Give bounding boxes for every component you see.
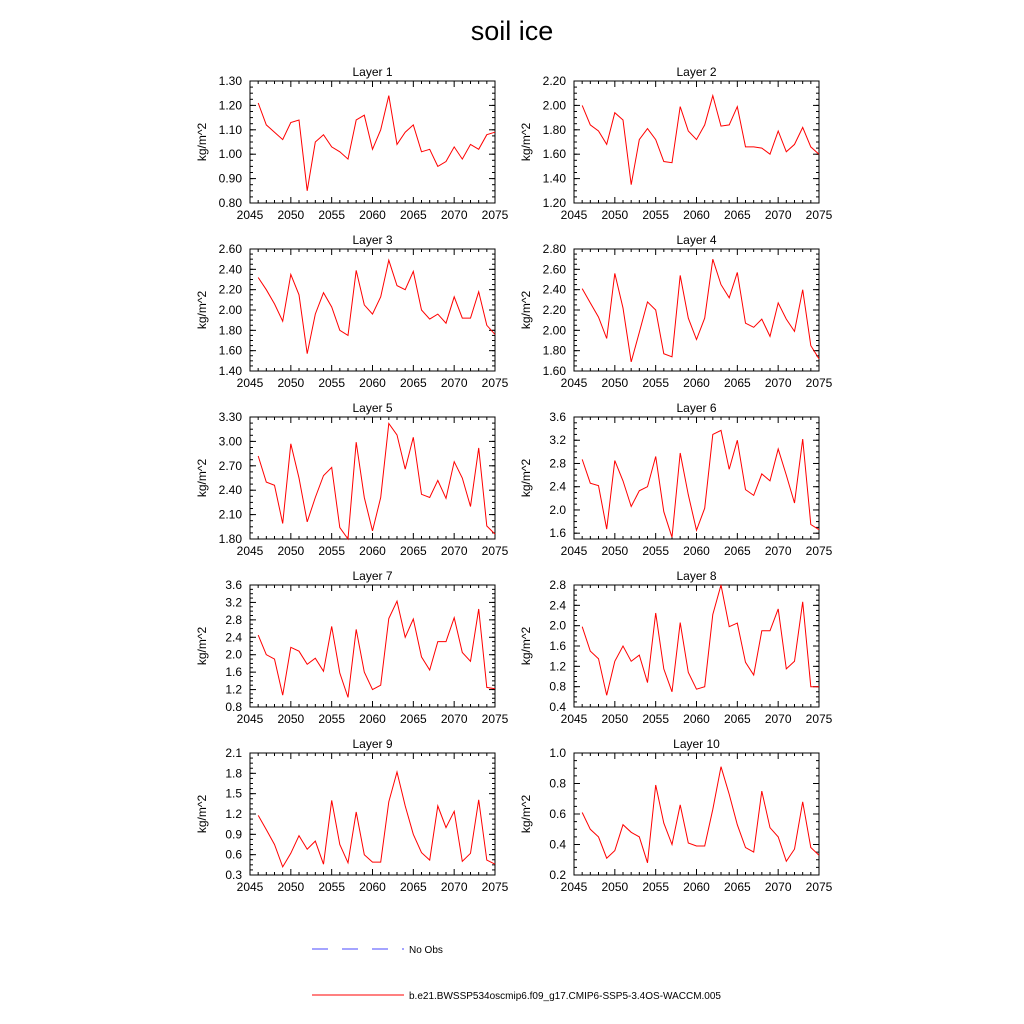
x-tick-label: 2050 [601,208,629,222]
x-tick-label: 2055 [318,544,346,558]
x-tick-label: 2050 [277,880,305,894]
y-axis-label: kg/m^2 [519,794,533,834]
y-tick-label: 1.20 [218,98,242,113]
panel-title: Layer 10 [673,737,720,751]
x-tick-label: 2075 [805,208,833,222]
x-tick-label: 2045 [560,544,588,558]
y-axis-label: kg/m^2 [195,290,209,330]
y-tick-label: 2.0 [549,618,566,633]
panel-title: Layer 1 [352,65,393,79]
y-tick-label: 2.60 [542,262,566,277]
y-tick-label: 2.0 [225,647,242,662]
y-tick-label: 1.40 [542,171,566,186]
x-tick-label: 2075 [481,208,509,222]
y-tick-label: 2.4 [549,479,566,494]
y-tick-label: 1.2 [549,659,566,674]
x-tick-label: 2050 [601,712,629,726]
y-axis-label: kg/m^2 [195,122,209,162]
y-tick-label: 1.00 [218,147,242,162]
y-tick-label: 2.20 [542,303,566,317]
panel-title: Layer 5 [352,401,393,415]
x-tick-label: 2060 [359,712,386,726]
y-tick-label: 0.4 [549,700,566,714]
y-tick-label: 0.6 [549,807,566,821]
x-tick-label: 2075 [481,880,509,894]
y-tick-label: 2.00 [218,303,242,317]
x-tick-label: 2065 [723,208,751,222]
x-tick-label: 2045 [236,712,264,726]
x-tick-label: 2050 [277,712,305,726]
y-axis-label: kg/m^2 [519,626,533,666]
y-tick-label: 1.80 [218,323,242,338]
x-tick-label: 2055 [318,880,346,894]
x-tick-label: 2065 [723,712,751,726]
y-tick-label: 2.80 [542,242,566,256]
x-tick-label: 2055 [642,880,670,894]
x-tick-label: 2055 [642,208,670,222]
y-tick-label: 3.6 [225,578,242,592]
x-tick-label: 2045 [236,880,264,894]
y-tick-label: 1.8 [225,766,242,781]
y-tick-label: 2.60 [218,242,242,256]
x-tick-label: 2050 [277,208,305,222]
x-tick-label: 2065 [399,376,427,390]
y-tick-label: 1.10 [218,122,242,137]
y-tick-label: 2.8 [225,612,242,627]
x-tick-label: 2070 [440,712,468,726]
x-tick-label: 2045 [560,880,588,894]
y-tick-label: 0.8 [225,700,242,714]
y-tick-label: 0.3 [225,868,242,882]
x-tick-label: 2060 [359,208,386,222]
y-tick-label: 1.60 [542,364,566,378]
panel-title: Layer 2 [676,65,717,79]
y-tick-label: 2.20 [218,282,242,297]
y-tick-label: 0.6 [225,847,242,862]
x-tick-label: 2055 [642,712,670,726]
y-axis-label: kg/m^2 [195,794,209,834]
y-tick-label: 1.0 [549,746,566,760]
y-tick-label: 2.10 [218,507,242,522]
x-tick-label: 2060 [683,544,710,558]
y-tick-label: 0.8 [549,679,566,694]
y-tick-label: 1.6 [549,639,566,653]
x-tick-label: 2070 [764,376,792,390]
x-tick-label: 2075 [805,544,833,558]
y-tick-label: 0.9 [225,827,242,842]
y-tick-label: 2.0 [549,502,566,517]
y-tick-label: 1.40 [218,364,242,378]
x-tick-label: 2045 [236,208,264,222]
y-tick-label: 0.4 [549,837,566,852]
y-tick-label: 2.4 [549,598,566,613]
x-tick-label: 2050 [277,544,305,558]
y-tick-label: 1.20 [542,196,566,210]
x-tick-label: 2060 [683,208,710,222]
x-tick-label: 2070 [440,544,468,558]
x-tick-label: 2065 [399,544,427,558]
y-tick-label: 1.30 [218,74,242,88]
legend-obs-label: No Obs [409,945,443,956]
y-axis-label: kg/m^2 [519,122,533,162]
panel-title: Layer 4 [676,233,717,247]
page-title: soil ice [470,16,554,46]
x-tick-label: 2045 [560,712,588,726]
x-tick-label: 2060 [683,880,710,894]
x-tick-label: 2050 [601,880,629,894]
y-axis-label: kg/m^2 [519,458,533,498]
y-axis-label: kg/m^2 [195,626,209,666]
legend-model-label: b.e21.BWSSP534oscmip6.f09_g17.CMIP6-SSP5-3.4OS-WACCM.005 [409,991,721,1002]
x-tick-label: 2065 [723,376,751,390]
x-tick-label: 2045 [560,208,588,222]
x-tick-label: 2070 [764,208,792,222]
x-tick-label: 2055 [642,544,670,558]
y-tick-label: 0.8 [549,776,566,791]
y-tick-label: 2.00 [542,323,566,338]
y-tick-label: 1.6 [225,665,242,680]
x-tick-label: 2045 [560,376,588,390]
x-tick-label: 2060 [359,376,386,390]
x-tick-label: 2055 [642,376,670,390]
y-tick-label: 1.5 [225,786,242,801]
x-tick-label: 2045 [236,544,264,558]
y-tick-label: 1.60 [542,147,566,162]
x-tick-label: 2075 [481,712,509,726]
y-tick-label: 0.2 [549,868,566,882]
y-tick-label: 2.20 [542,74,566,88]
x-tick-label: 2065 [723,544,751,558]
y-tick-label: 2.40 [218,262,242,277]
x-tick-label: 2045 [236,376,264,390]
x-tick-label: 2075 [805,712,833,726]
x-tick-label: 2070 [764,712,792,726]
y-tick-label: 2.40 [542,282,566,297]
x-tick-label: 2070 [440,880,468,894]
y-tick-label: 0.80 [218,196,242,210]
y-tick-label: 3.00 [218,434,242,449]
y-tick-label: 2.1 [225,746,242,760]
x-tick-label: 2055 [318,208,346,222]
y-tick-label: 1.80 [542,122,566,137]
y-tick-label: 3.6 [549,410,566,424]
panel-title: Layer 9 [352,737,393,751]
x-tick-label: 2065 [399,880,427,894]
x-tick-label: 2075 [805,376,833,390]
x-tick-label: 2055 [318,712,346,726]
x-tick-label: 2050 [601,544,629,558]
x-tick-label: 2065 [723,880,751,894]
y-axis-label: kg/m^2 [519,290,533,330]
panel-title: Layer 3 [352,233,393,247]
y-tick-label: 1.2 [225,807,242,821]
y-tick-label: 0.90 [218,171,242,186]
y-tick-label: 2.4 [225,630,242,645]
y-tick-label: 3.2 [225,595,242,610]
y-axis-label: kg/m^2 [195,458,209,498]
y-tick-label: 1.6 [549,526,566,541]
y-tick-label: 1.80 [218,532,242,546]
x-tick-label: 2075 [805,880,833,894]
panel-title: Layer 6 [676,401,717,415]
x-tick-label: 2075 [481,376,509,390]
y-tick-label: 1.2 [225,682,242,697]
x-tick-label: 2060 [683,712,710,726]
x-tick-label: 2050 [601,376,629,390]
y-tick-label: 1.60 [218,343,242,358]
x-tick-label: 2070 [764,544,792,558]
y-tick-label: 2.70 [218,458,242,473]
x-tick-label: 2070 [764,880,792,894]
panel-title: Layer 8 [676,569,717,583]
x-tick-label: 2055 [318,376,346,390]
y-tick-label: 1.80 [542,343,566,358]
x-tick-label: 2050 [277,376,305,390]
x-tick-label: 2075 [481,544,509,558]
x-tick-label: 2070 [440,208,468,222]
x-tick-label: 2060 [683,376,710,390]
y-tick-label: 2.8 [549,578,566,592]
x-tick-label: 2060 [359,544,386,558]
y-tick-label: 2.00 [542,98,566,113]
x-tick-label: 2065 [399,208,427,222]
x-tick-label: 2065 [399,712,427,726]
x-tick-label: 2070 [440,376,468,390]
x-tick-label: 2060 [359,880,386,894]
y-tick-label: 3.2 [549,433,566,448]
y-tick-label: 2.40 [218,483,242,498]
y-tick-label: 3.30 [218,410,242,424]
panel-title: Layer 7 [352,569,393,583]
y-tick-label: 2.8 [549,456,566,471]
